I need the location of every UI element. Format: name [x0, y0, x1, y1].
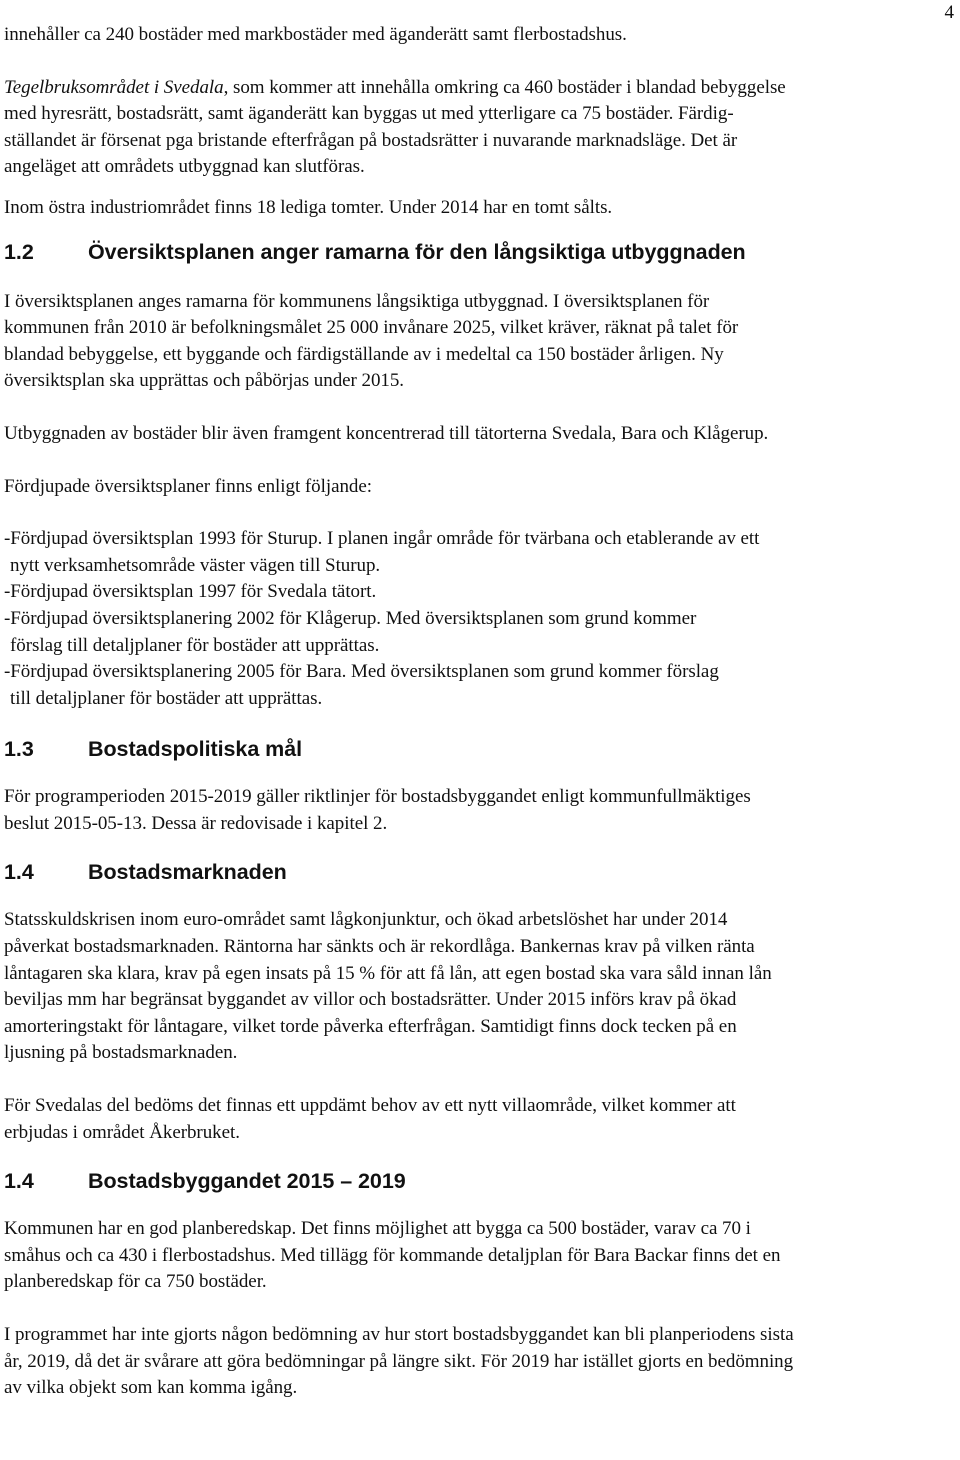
section-heading	[4, 859, 958, 885]
list-item-continuation: nytt verksamhetsområde väster vägen till Sturup.	[10, 554, 381, 576]
place-name: Tegelbruksområdet i Svedala	[4, 76, 224, 98]
paragraph: Inom östra industriområdet finns 18 lediga tomter. Under 2014 har en tomt sålts.	[4, 196, 613, 218]
text-line: angeläget att områdets utbyggnad kan slutföras.	[4, 156, 365, 178]
section-number: 1.2	[4, 239, 34, 264]
paragraph: Utbyggnaden av bostäder blir även framgent koncentrerad till tätorterna Svedala, Bara och Klågerup.	[4, 422, 769, 444]
section-number: 1.4	[4, 1169, 34, 1194]
paragraph	[4, 1093, 958, 1146]
text-line: För programperioden 2015-2019 gäller riktlinjer för bostadsbyggandet enligt kommunfullmäktiges	[4, 786, 751, 808]
text-line: Kommunen har en god planberedskap. Det finns möjlighet att bygga ca 500 bostäder, varav ca 70 i	[4, 1218, 751, 1240]
list-item	[4, 526, 958, 579]
paragraph	[4, 75, 958, 181]
section-title: Bostadspolitiska mål	[88, 737, 303, 762]
text-line: För Svedalas del bedöms det finnas ett uppdämt behov av ett nytt villaområde, vilket kommer att	[4, 1095, 736, 1117]
text-line: I översiktsplanen anges ramarna för kommunens långsiktiga utbyggnad. I översiktsplanen för	[4, 290, 710, 312]
text-line: , som kommer att innehålla omkring ca 460 bostäder i blandad bebyggelse	[223, 76, 786, 98]
list-item-continuation: förslag till detaljplaner för bostäder att upprättas.	[10, 634, 380, 656]
text-line: beslut 2015-05-13. Dessa är redovisade i kapitel 2.	[4, 812, 388, 834]
text-line: med hyresrätt, bostadsrätt, samt äganderätt kan byggas ut med ytterligare ca 75 bostäder. Färdig-	[4, 103, 734, 125]
text-line: amorteringstakt för låntagare, vilket torde påverka efterfrågan. Samtidigt finns dock tecken på en	[4, 1015, 737, 1037]
list-item	[4, 659, 958, 712]
list-item-continuation: till detaljplaner för bostäder att upprättas.	[10, 687, 323, 709]
text-line: Statsskuldskrisen inom euro-området samt lågkonjunktur, och ökad arbetslöshet har under 2014	[4, 909, 728, 931]
list-item	[4, 579, 958, 606]
text-line: kommunen från 2010 är befolkningsmålet 25 000 invånare 2025, vilket kräver, räknat på talet för	[4, 317, 739, 339]
list-item-line: -Fördjupad översiktsplanering 2005 för Bara. Med översiktsplanen som grund kommer förslag	[4, 661, 719, 683]
section-title: Bostadsmarknaden	[88, 860, 287, 885]
text-line: småhus och ca 430 i flerbostadshus. Med tillägg för kommande detaljplan för Bara Backar finns det en	[4, 1244, 781, 1266]
paragraph: innehåller ca 240 bostäder med markbostäder med äganderätt samt flerbostadshus.	[4, 24, 627, 45]
paragraph	[4, 1322, 958, 1402]
list-item-line: -Fördjupad översiktsplanering 2002 för Klågerup. Med översiktsplanen som grund kommer	[4, 607, 697, 629]
text-line: I programmet har inte gjorts någon bedömning av hur stort bostadsbyggandet kan bli planperiodens sista	[4, 1324, 794, 1345]
paragraph	[4, 1216, 958, 1296]
paragraph: Fördjupade översiktsplaner finns enligt följande:	[4, 475, 372, 497]
text-line: av vilka objekt som kan komma igång.	[4, 1377, 298, 1399]
text-line: år, 2019, då det är svårare att göra bedömningar på längre sikt. För 2019 har istället gjorts en bedömning	[4, 1350, 794, 1372]
section-title: Bostadsbyggandet 2015 – 2019	[88, 1169, 406, 1194]
section-number: 1.4	[4, 860, 34, 885]
text-line: ljusning på bostadsmarknaden.	[4, 1042, 238, 1064]
list-item	[4, 606, 958, 659]
plan-list	[4, 526, 958, 712]
text-line: ställandet är försenat pga bristande efterfrågan på bostadsrätter i nuvarande marknadsläge. Det är	[4, 129, 738, 151]
text-line: översiktsplan ska upprättas och påbörjas under 2015.	[4, 370, 405, 392]
text-line: planberedskap för ca 750 bostäder.	[4, 1271, 267, 1293]
text-line: låntagaren ska klara, krav på egen insats på 15 % för att få lån, att egen bostad ska vara såld innan lån	[4, 962, 772, 984]
text-line: beviljas mm har begränsat byggandet av villor och bostadsrätter. Under 2015 införs krav på ökad	[4, 989, 737, 1011]
paragraph	[4, 907, 958, 1067]
text-line: påverkat bostadsmarknaden. Räntorna har sänkts och är rekordlåga. Bankernas krav på vilken ränta	[4, 936, 755, 958]
page-number: 4	[944, 2, 954, 23]
page-content	[4, 22, 958, 1402]
list-item-line: -Fördjupad översiktsplan 1993 för Sturup. I planen ingår område för tvärbana och etablerande av ett	[4, 528, 760, 550]
text-line: erbjudas i området Åkerbruket.	[4, 1121, 240, 1143]
paragraph	[4, 289, 958, 395]
list-item-line: -Fördjupad översiktsplan 1997 för Svedala tätort.	[4, 581, 377, 603]
text-line: blandad bebyggelse, ett byggande och färdigställande av i medeltal ca 150 bostäder årligen. Ny	[4, 343, 724, 365]
section-heading	[4, 239, 958, 265]
paragraph	[4, 784, 958, 837]
section-title: Översiktsplanen anger ramarna för den långsiktiga utbyggnaden	[88, 239, 746, 264]
section-number: 1.3	[4, 737, 34, 762]
section-heading	[4, 1168, 958, 1194]
section-heading	[4, 736, 958, 762]
